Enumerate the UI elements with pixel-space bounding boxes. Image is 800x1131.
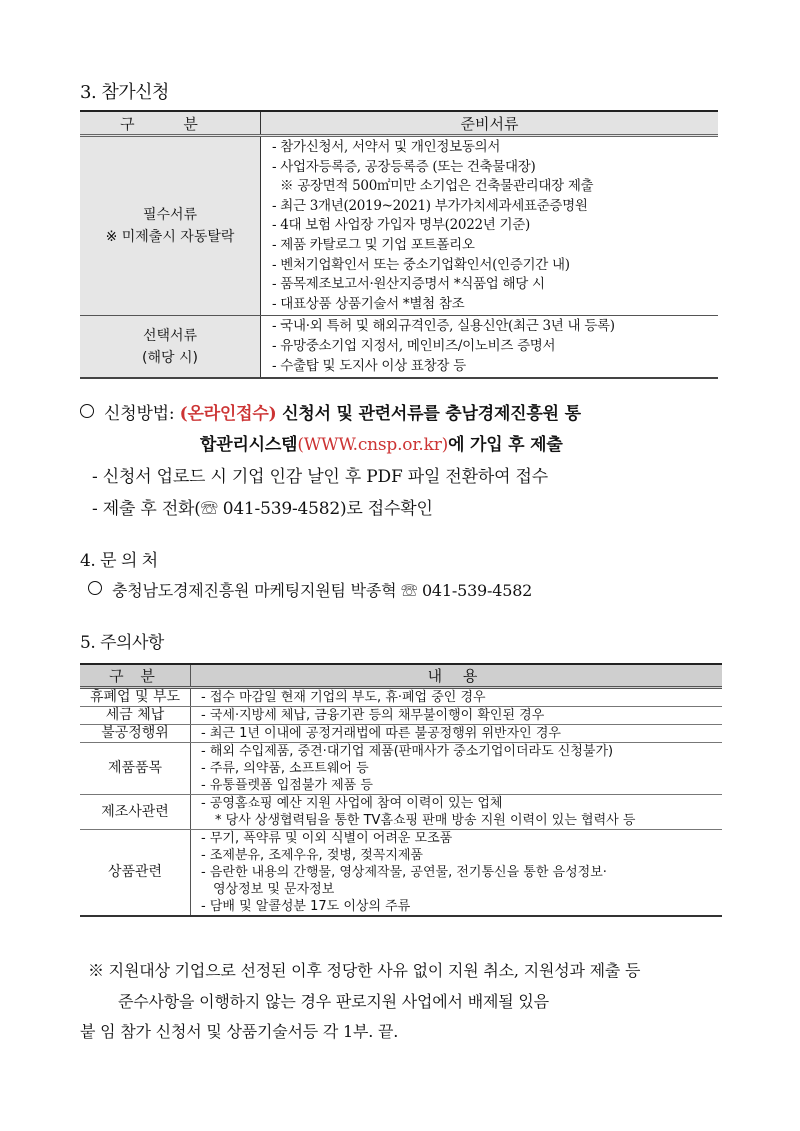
list-item: - 담배 및 알콜성분 17도 이상의 주류 (201, 899, 411, 914)
contact-line (88, 578, 532, 601)
circle-bullet-icon (88, 581, 102, 595)
row-content (191, 743, 723, 795)
online-submission: (온라인접수) (179, 404, 277, 424)
list-item: - 벤처기업확인서 또는 중소기업확인서(인증기간 내) (272, 256, 570, 273)
row-content (191, 795, 723, 830)
table-row (80, 830, 722, 917)
table-header-row (80, 664, 722, 688)
notice-line-1: ※ 지원대상 기업으로 선정된 이후 정당한 사유 없이 지원 취소, 지원성과 제출 등 (88, 961, 641, 980)
table-row-optional (80, 316, 718, 378)
list-item: - 4대 보험 사업장 가입자 명부(2022년 기준) (272, 217, 530, 234)
required-label-line1: 필수서류 (142, 207, 198, 224)
circle-bullet-icon (80, 404, 94, 418)
list-item: - 공영홈쇼핑 예산 지원 사업에 참여 이력이 있는 업체 (201, 796, 503, 811)
contact-text: 충청남도경제진흥원 마케팅지원팀 박종혁 ☏ 041-539-4582 (112, 581, 533, 600)
row-label: 휴폐업 및 부도 (80, 688, 191, 707)
row-content (191, 707, 723, 725)
attachment-line: 붙 임 참가 신청서 및 상품기술서등 각 1부. 끝. (80, 1022, 399, 1041)
list-item: - 제품 카탈로그 및 기업 포트폴리오 (272, 236, 475, 253)
list-item: - 최근 3개년(2019~2021) 부가가치세과세표준증명원 (272, 197, 588, 214)
header-documents: 준비서류 (261, 111, 719, 136)
list-item: - 수출탑 및 도지사 이상 표창장 등 (272, 357, 466, 374)
row-content (191, 725, 723, 743)
list-item: - 품목제조보고서·원산지증명서 *식품업 해당 시 (272, 276, 545, 293)
row-label: 불공정행위 (80, 725, 191, 743)
list-item: - 사업자등록증, 공장등록증 (또는 건축물대장) (272, 158, 536, 175)
optional-items (261, 316, 719, 378)
precautions-table (80, 663, 722, 917)
row-label: 상품관련 (80, 830, 191, 917)
section-3-title: 3. 참가신청 (80, 82, 169, 103)
method-line-2 (200, 430, 563, 455)
method-note-1: - 신청서 업로드 시 기업 인감 날인 후 PDF 파일 전환하여 접수 (92, 467, 548, 487)
list-item: - 음란한 내용의 간행물, 영상제작물, 공연물, 전기통신을 통한 음성정보· (201, 865, 607, 880)
row-content (191, 830, 723, 917)
header-category: 구 분 (80, 111, 261, 136)
table-header-row (80, 111, 718, 136)
list-item: - 참가신청서, 서약서 및 개인정보동의서 (272, 139, 501, 155)
row-label: 제조사관련 (80, 795, 191, 830)
list-item-note: * 당사 상생협력팀을 통한 TV홈쇼핑 판매 방송 지원 이력이 있는 협력사 등 (215, 813, 636, 828)
method-text-2b: 에 가입 후 제출 (448, 435, 563, 455)
header-category: 구 분 (80, 664, 191, 688)
header-content: 내 용 (191, 664, 723, 688)
list-item: - 해외 수입제품, 중견·대기업 제품(판매사가 중소기업이더라도 신청불가) (201, 744, 614, 759)
list-item: - 접수 마감일 현재 기업의 부도, 휴·폐업 중인 경우 (201, 690, 486, 705)
row-label: 제품품목 (80, 743, 191, 795)
notice-line-2: 준수사항을 이행하지 않는 경우 판로지원 사업에서 배제될 있음 (118, 992, 549, 1011)
required-label (80, 136, 261, 316)
method-text-1: 신청서 및 관련서류를 충남경제진흥원 통 (276, 404, 581, 424)
table-row (80, 725, 722, 743)
optional-label-line2: (해당 시) (142, 349, 198, 366)
table-row (80, 707, 722, 725)
list-item: - 주류, 의약품, 소프트웨어 등 (201, 761, 369, 776)
table-row-required (80, 136, 718, 316)
row-label: 세금 체납 (80, 707, 191, 725)
list-item: - 유통플렛폼 입점불가 제품 등 (201, 778, 373, 793)
required-documents-table (80, 110, 718, 379)
list-item: - 최근 1년 이내에 공정거래법에 따른 불공정행위 위반자인 경우 (201, 726, 561, 741)
table-row (80, 743, 722, 795)
table-row (80, 795, 722, 830)
section-5-title: 5. 주의사항 (80, 633, 164, 653)
list-item-continued: 영상정보 및 문자정보 (213, 882, 335, 897)
method-label: 신청방법: (104, 404, 180, 424)
list-item: - 국내·외 특허 및 해외규격인증, 실용신안(최근 3년 내 등록) (272, 318, 615, 335)
optional-label-line1: 선택서류 (142, 327, 198, 344)
method-text-2a: 합관리시스템 (200, 435, 298, 455)
table-row (80, 688, 722, 707)
optional-label (80, 316, 261, 378)
list-item-note: ※ 공장면적 500㎡미만 소기업은 건축물관리대장 제출 (280, 178, 594, 195)
list-item: - 유망중소기업 지정서, 메인비즈/이노비즈 증명서 (272, 337, 556, 354)
row-content (191, 688, 723, 707)
required-label-line2: ※ 미제출시 자동탈락 (105, 229, 235, 246)
required-items (261, 136, 719, 316)
method-line-1 (80, 399, 581, 424)
method-note-2: - 제출 후 전화(☏ 041-539-4582)로 접수확인 (92, 499, 433, 519)
section-4-title: 4. 문 의 처 (80, 551, 158, 571)
list-item: - 대표상품 상품기술서 *별첨 참조 (272, 295, 465, 312)
list-item: - 국세·지방세 체납, 금융기관 등의 채무불이행이 확인된 경우 (201, 708, 545, 723)
website-link[interactable]: (WWW.cnsp.or.kr) (297, 435, 449, 455)
list-item: - 무기, 폭약류 및 이외 식별이 어려운 모조품 (201, 831, 453, 846)
list-item: - 조제분유, 조제우유, 젖병, 젖꼭지제품 (201, 848, 423, 863)
